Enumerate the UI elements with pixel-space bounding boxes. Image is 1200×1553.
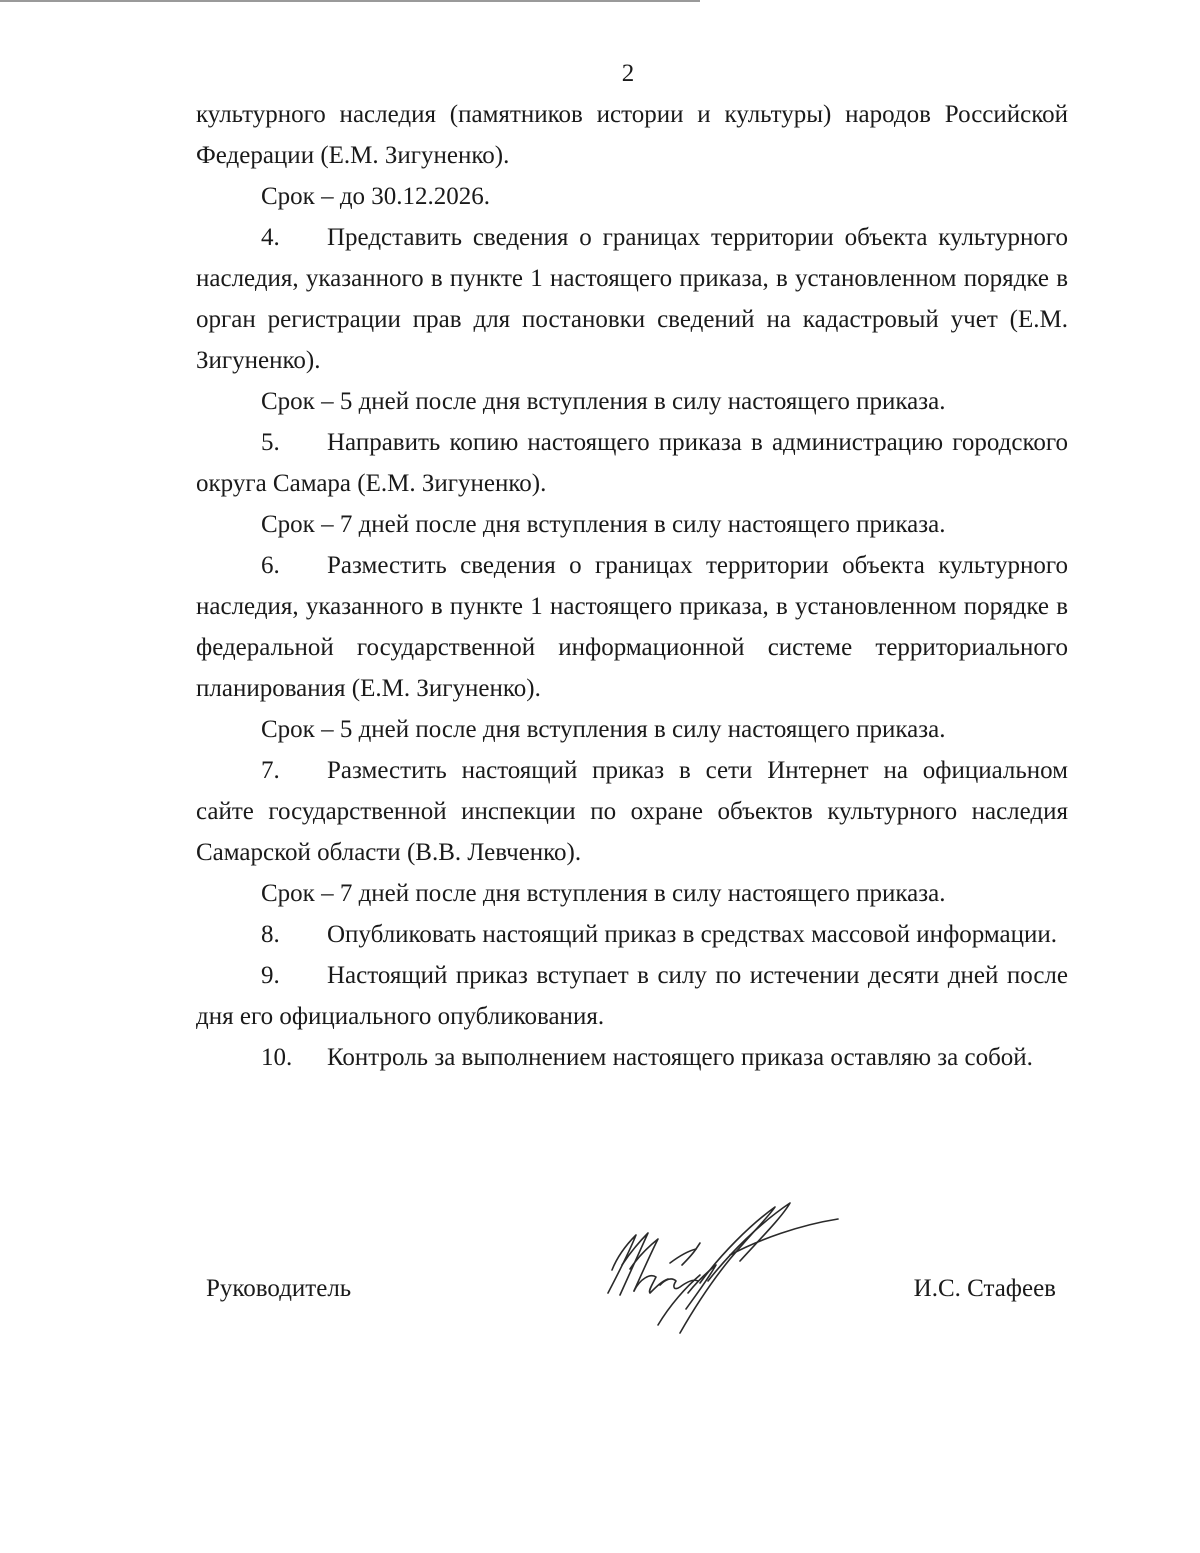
term-text: Срок – 7 дней после дня вступления в силу настоящего приказа. [261, 880, 946, 907]
item-text: Представить сведения о границах территории объекта культурного наследия, указанного в пункте 1 настоящего приказа, в установленном порядке в орган регистрации прав для постановки сведений на кадастровый учет (Е.М. Зигуненко). [196, 224, 1068, 374]
paragraph-continuation [196, 94, 1068, 176]
term-text: Срок – 5 дней после дня вступления в силу настоящего приказа. [261, 388, 946, 415]
scan-edge-line [0, 0, 700, 2]
item-text: Разместить настоящий приказ в сети Интернет на официальном сайте государственной инспекции по охране объектов культурного наследия Самарской области (В.В. Левченко). [196, 757, 1068, 866]
term-line [196, 381, 1068, 422]
item-number: 10. [261, 1044, 293, 1071]
term-line [196, 873, 1068, 914]
list-item [196, 217, 1068, 381]
item-text: Опубликовать настоящий приказ в средствах массовой информации. [327, 921, 1058, 948]
item-number: 4. [261, 224, 280, 251]
item-number: 7. [261, 757, 280, 784]
list-item [196, 422, 1068, 504]
paragraph-text: культурного наследия (памятников истории и культуры) народов Российской Федерации (Е.М. Зигуненко). [196, 101, 1068, 169]
item-text: Разместить сведения о границах территории объекта культурного наследия, указанного в пункте 1 настоящего приказа, в установленном порядке в федеральной государственной информационной системе территориального планирования (Е.М. Зигуненко). [196, 552, 1068, 702]
list-item [196, 1037, 1068, 1078]
page-number: 2 [621, 60, 635, 87]
item-text: Настоящий приказ вступает в силу по истечении десяти дней после дня его официального опубликования. [196, 962, 1068, 1030]
signatory-name: И.С. Стафеев [913, 1275, 1056, 1302]
item-text: Направить копию настоящего приказа в администрацию городского округа Самара (Е.М. Зигуненко). [196, 429, 1068, 497]
term-line [196, 709, 1068, 750]
list-item [196, 545, 1068, 709]
item-text: Контроль за выполнением настоящего приказа оставляю за собой. [327, 1044, 1033, 1071]
term-text: Срок – 7 дней после дня вступления в силу настоящего приказа. [261, 511, 946, 538]
item-number: 9. [261, 962, 280, 989]
term-line [196, 504, 1068, 545]
item-number: 6. [261, 552, 280, 579]
item-number: 5. [261, 429, 280, 456]
item-number: 8. [261, 921, 280, 948]
term-line [196, 176, 1068, 217]
list-item [196, 750, 1068, 873]
term-text: Срок – до 30.12.2026. [261, 183, 491, 210]
document-body [196, 94, 1068, 1078]
term-text: Срок – 5 дней после дня вступления в силу настоящего приказа. [261, 716, 946, 743]
handwritten-signature-icon [600, 1195, 845, 1340]
signatory-position: Руководитель [206, 1275, 352, 1302]
list-item [196, 955, 1068, 1037]
list-item [196, 914, 1068, 955]
